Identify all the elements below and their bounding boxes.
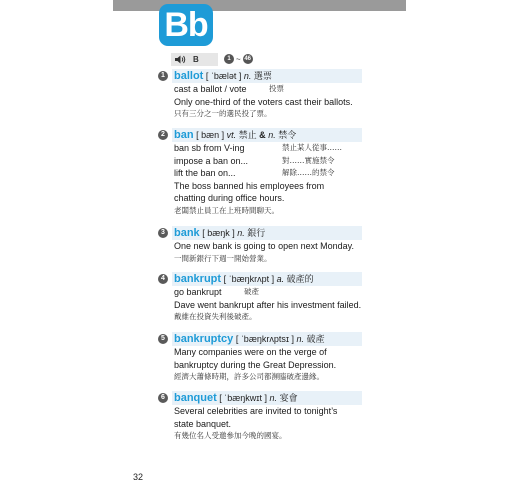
example-translation: 戴維在投資失利後破產。	[174, 312, 257, 321]
phrase-zh: 破產	[244, 287, 259, 296]
example-sentence: Many companies were on the verge of	[174, 347, 327, 357]
phrase-en: impose a ban on...	[174, 155, 249, 166]
entry-bankruptcy	[158, 332, 368, 384]
entry-headline	[172, 69, 362, 83]
headword: ban	[174, 129, 194, 141]
entry-number-badge: 3	[158, 228, 168, 238]
track-separator: ~	[236, 54, 241, 64]
ampersand: &	[259, 130, 266, 140]
entry-body	[174, 286, 368, 324]
entry-headline	[172, 332, 362, 346]
phrase-en: cast a ballot / vote	[174, 84, 247, 94]
part-of-speech: vt.	[226, 130, 237, 140]
part-of-speech: n.	[269, 393, 278, 403]
phrase-zh: 投票	[269, 84, 284, 93]
phonetic: [ bæn ]	[196, 130, 225, 140]
entry-number-badge: 1	[158, 71, 168, 81]
phonetic: [ bæŋk ]	[202, 228, 235, 238]
headword: bankrupt	[174, 273, 222, 285]
headword: banquet	[174, 392, 217, 404]
top-gray-bar	[113, 0, 406, 11]
example-sentence: Several celebrities are invited to tonight’s	[174, 406, 338, 416]
phrase	[174, 167, 368, 180]
example-translation: 經濟大蕭條時期，許多公司都瀕臨破產邊緣。	[174, 372, 324, 381]
meaning: 銀行	[247, 228, 266, 238]
phrase-en: go bankrupt	[174, 287, 222, 297]
phrase	[174, 83, 368, 96]
audio-track-row	[171, 52, 253, 66]
meaning: 破產的	[286, 274, 314, 284]
part-of-speech: n.	[243, 71, 252, 81]
track-range	[224, 54, 253, 64]
phrase-zh: 對……實施禁令	[282, 155, 335, 165]
example-sentence: state banquet.	[174, 418, 232, 429]
phrase	[174, 142, 368, 155]
headword: ballot	[174, 70, 204, 82]
entry-body	[174, 346, 368, 384]
entry-number-badge: 4	[158, 274, 168, 284]
entry-headline	[172, 226, 362, 240]
phonetic: [ ˈbæŋkwɪt ]	[219, 393, 268, 403]
example-translation: 老闆禁止員工在上班時間聊天。	[174, 205, 279, 215]
example-sentence: Only one-third of the voters cast their ballots.	[174, 96, 353, 107]
phrase	[174, 286, 368, 299]
phonetic: [ ˈbæŋkrʌptsɪ ]	[235, 334, 295, 344]
example-sentence: One new bank is going to open next Monday.	[174, 241, 354, 251]
entry-banquet	[158, 391, 368, 443]
meaning-2: 禁令	[278, 130, 297, 140]
entry-body	[174, 83, 368, 121]
track-end-badge: 46	[244, 56, 252, 62]
part-of-speech: n.	[237, 228, 245, 238]
entry-body	[174, 240, 368, 265]
example-sentence: Dave went bankrupt after his investment failed.	[174, 299, 362, 310]
phrase-zh: 解除……的禁令	[282, 168, 335, 177]
entry-ballot	[158, 69, 368, 121]
track-start-badge: 1	[224, 54, 234, 64]
part-of-speech: a.	[276, 274, 285, 284]
entry-headline	[172, 272, 362, 286]
phonetic: [ ˈbælət ]	[205, 71, 242, 81]
entry-bank	[158, 226, 368, 265]
example-sentence: bankruptcy during the Great Depression.	[174, 359, 337, 370]
part-of-speech-2: n.	[268, 130, 276, 140]
meaning: 禁止	[238, 130, 257, 140]
headword: bankruptcy	[174, 333, 234, 345]
audio-label: B	[193, 54, 199, 64]
example-sentence: The boss banned his employees from	[174, 180, 325, 191]
phrase	[174, 155, 368, 168]
phrase-zh: 禁止某人從事……	[282, 143, 342, 152]
phrase-en: ban sb from V-ing	[174, 143, 245, 153]
entry-headline	[172, 391, 362, 405]
entry-number-badge: 5	[158, 334, 168, 344]
meaning: 選票	[253, 71, 272, 81]
entry-ban	[158, 128, 368, 217]
audio-button[interactable]	[171, 53, 218, 66]
part-of-speech: n.	[296, 334, 305, 344]
headword: bank	[174, 227, 200, 239]
speaker-icon	[175, 55, 186, 64]
example-translation: 一間新銀行下週一開始營業。	[174, 253, 272, 263]
entry-headline	[172, 128, 362, 142]
example-translation: 只有三分之一的選民投了票。	[174, 109, 272, 118]
page-number: 32	[133, 472, 144, 482]
entry-body	[174, 142, 368, 217]
entry-number-badge: 6	[158, 393, 168, 403]
example-translation: 有幾位名人受邀參加今晚的國宴。	[174, 431, 287, 440]
meaning: 宴會	[279, 393, 298, 403]
entry-number-badge: 2	[158, 130, 168, 140]
entry-bankrupt	[158, 272, 368, 324]
meaning: 破產	[306, 334, 325, 344]
entry-body	[174, 405, 368, 443]
phrase-en: lift the ban on...	[174, 168, 236, 178]
phonetic: [ ˈbæŋkrʌpt ]	[223, 274, 275, 284]
example-sentence: chatting during office hours.	[174, 193, 285, 203]
letter-badge: Bb	[159, 4, 213, 46]
